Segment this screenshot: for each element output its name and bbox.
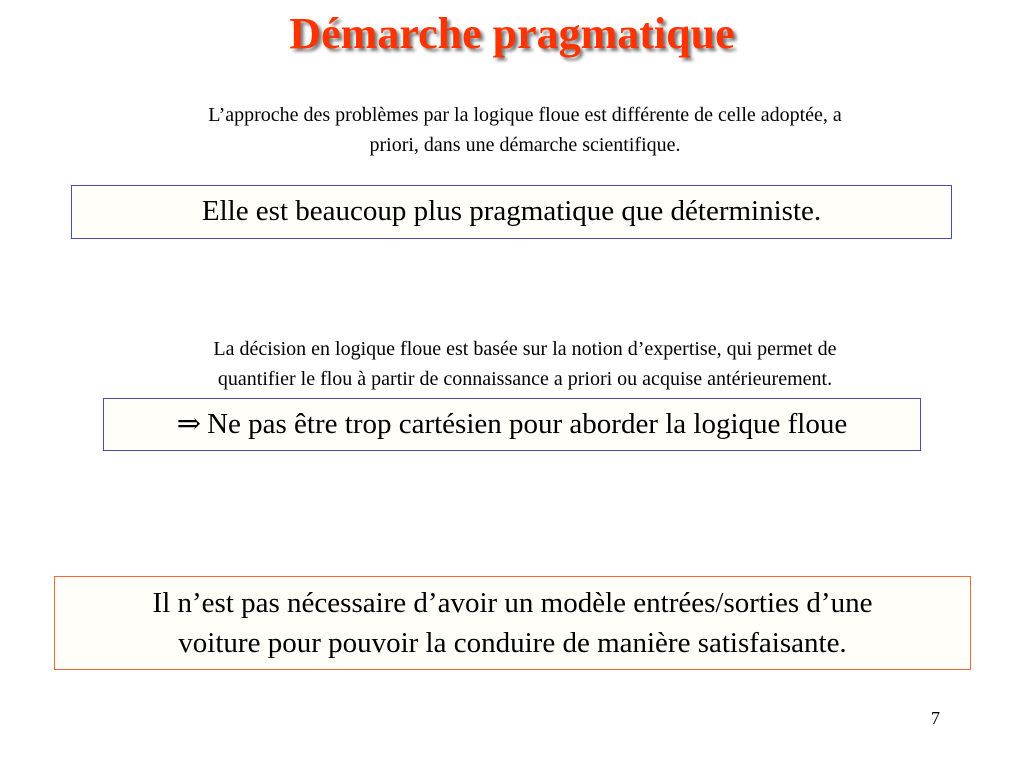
implies-arrow-icon: ⇒ xyxy=(176,408,202,440)
cartesian-conclusion-box xyxy=(103,398,921,451)
cartesian-conclusion-text: Ne pas être trop cartésien pour aborder la logique floue xyxy=(207,408,848,440)
intro-paragraph xyxy=(105,100,945,160)
decision-line-2: quantifier le flou à partir de connaissance a priori ou acquise antérieurement. xyxy=(217,368,833,390)
slide-title: Démarche pragmatique xyxy=(289,9,735,58)
car-example-line-2: voiture pour pouvoir la conduire de manière satisfaisante. xyxy=(178,627,847,659)
page-number: 7 xyxy=(931,708,940,728)
intro-line-2: priori, dans une démarche scientifique. xyxy=(369,134,681,156)
decision-line-1: La décision en logique floue est basée sur la notion d’expertise, qui permet de xyxy=(213,338,837,360)
car-example-line-1: Il n’est pas nécessaire d’avoir un modèle entrées/sorties d’une xyxy=(152,587,873,619)
pragmatic-statement-text: Elle est beaucoup plus pragmatique que déterministe. xyxy=(201,195,822,227)
decision-paragraph xyxy=(100,334,950,394)
intro-line-1: L’approche des problèmes par la logique floue est différente de celle adoptée, a xyxy=(208,104,842,126)
car-example-box xyxy=(54,576,971,670)
pragmatic-statement-box xyxy=(71,185,952,239)
